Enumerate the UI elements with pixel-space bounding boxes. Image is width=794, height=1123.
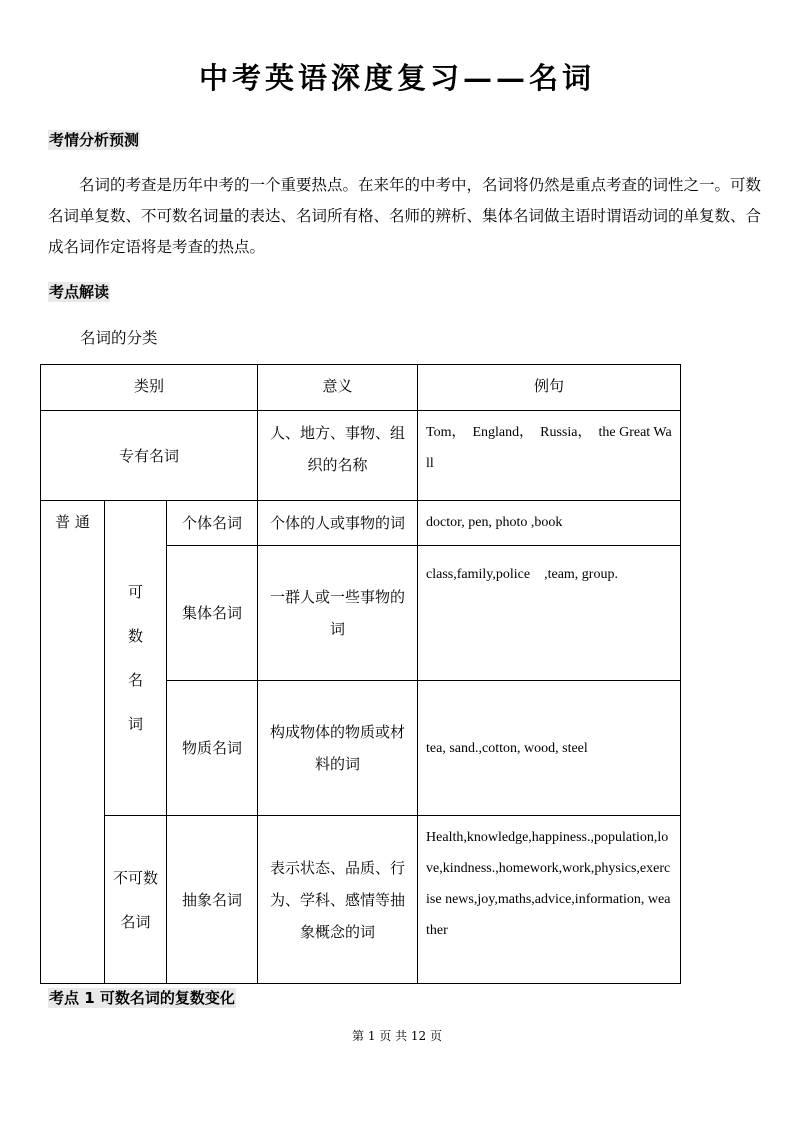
analysis-paragraph: 名词的考查是历年中考的一个重要热点。在来年的中考中，名词将仍然是重点考查的词性之一。可数名词单复数、不可数名词量的表达、名词所有格、名师的辨析、集体名词做主语时谓语动词的单复数、合成名词作定语将是考查的热点。 <box>48 176 762 256</box>
header-category: 类别 <box>41 365 258 411</box>
common-noun-label <box>41 501 105 984</box>
meaning-abstract: 表示状态、品质、行为、学科、感情等抽象概念的词 <box>258 816 418 984</box>
uncountable-noun-label: 不可数名词 <box>112 868 158 931</box>
page-title: 中考英语深度复习——名词 <box>198 61 595 95</box>
examples-individual: doctor, pen, photo ,book <box>418 501 681 546</box>
section-heading-analysis: 考情分析预测 <box>49 131 140 149</box>
header-meaning: 意义 <box>258 365 418 411</box>
examples-abstract: Health,knowledge,happiness.,population,love,kindness.,homework,work,physics,exercise news,joy,maths,advice,information, weather <box>418 816 681 984</box>
header-examples: 例句 <box>418 365 681 411</box>
meaning-individual: 个体的人或事物的词 <box>258 501 418 546</box>
type-material: 物质名词 <box>167 681 258 816</box>
table-header-row <box>41 365 681 411</box>
table-row-individual <box>41 501 681 546</box>
table-row-proper <box>41 411 681 501</box>
type-individual: 个体名词 <box>167 501 258 546</box>
examples-collective: class,family,police ,team, group. <box>418 546 681 681</box>
table-row-abstract <box>41 816 681 984</box>
section-heading-plural: 考点 1 可数名词的复数变化 <box>49 989 235 1007</box>
common-noun-text: 普 通 <box>55 513 90 531</box>
classification-subheading: 名词的分类 <box>80 329 158 347</box>
meaning-collective: 一群人或一些事物的词 <box>258 546 418 681</box>
noun-classification-table <box>40 364 681 984</box>
type-abstract: 抽象名词 <box>167 816 258 984</box>
examples-material: tea, sand.,cotton, wood, steel <box>418 681 681 816</box>
uncountable-noun-cell <box>105 816 167 984</box>
countable-noun-cell <box>105 501 167 816</box>
countable-noun-label: 可 数 名 词 <box>127 583 143 733</box>
meaning-material: 构成物体的物质或材料的词 <box>258 681 418 816</box>
proper-noun-examples: Tom， England， Russia， the Great Wall <box>418 411 681 501</box>
type-collective: 集体名词 <box>167 546 258 681</box>
section-heading-interpretation: 考点解读 <box>49 283 110 301</box>
page-footer: 第 1 页 共 12 页 <box>352 1029 442 1043</box>
proper-noun-meaning: 人、地方、事物、组织的名称 <box>258 411 418 501</box>
proper-noun-label: 专有名词 <box>41 411 258 501</box>
